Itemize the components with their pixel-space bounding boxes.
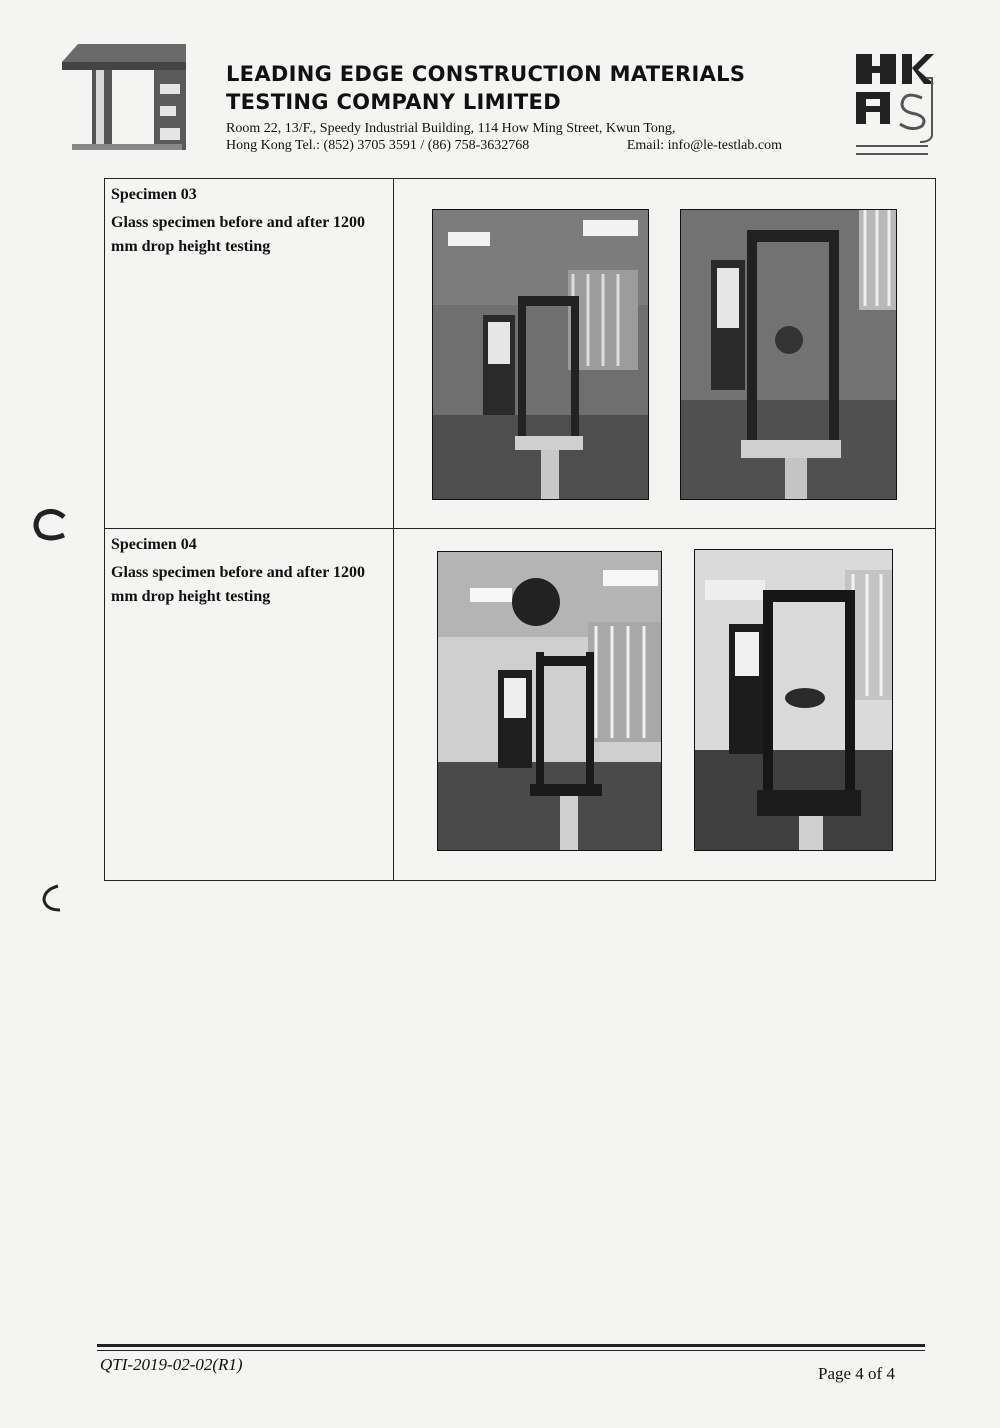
specimen-photo-cell xyxy=(394,529,936,881)
company-address xyxy=(226,120,826,154)
footer-rule-thin xyxy=(97,1350,925,1351)
specimen-row xyxy=(105,179,936,529)
photo-before-test xyxy=(432,209,649,500)
company-header xyxy=(226,60,826,154)
specimen-title: Specimen 04 xyxy=(111,536,197,553)
page-number: Page 4 of 4 xyxy=(818,1364,895,1383)
punch-hole-mark xyxy=(30,505,70,545)
specimen-row xyxy=(105,529,936,881)
photo-after-test xyxy=(680,209,897,500)
specimen-description: Glass specimen before and after 1200 mm drop height testing xyxy=(111,564,366,605)
company-name-line1: LEADING EDGE CONSTRUCTION MATERIALS xyxy=(226,62,746,86)
hkas-logo xyxy=(854,52,934,164)
company-name-line2: TESTING COMPANY LIMITED xyxy=(226,90,561,114)
leading-edge-logo xyxy=(58,40,190,152)
email-text: Email: info@le-testlab.com xyxy=(626,138,782,153)
footer-rule-thick xyxy=(97,1344,925,1347)
specimen-photo-cell xyxy=(394,179,936,529)
specimen-description: Glass specimen before and after 1200 mm drop height testing xyxy=(111,214,366,255)
address-line2 xyxy=(226,137,782,154)
document-code: QTI-2019-02-02(R1) xyxy=(100,1355,243,1374)
phone-text: Hong Kong Tel.: (852) 3705 3591 / (86) 758-3632768 xyxy=(226,138,530,153)
punch-hole-mark xyxy=(36,880,76,920)
photo-after-test xyxy=(694,549,893,851)
address-line1: Room 22, 13/F., Speedy Industrial Building, 114 How Ming Street, Kwun Tong, xyxy=(226,121,676,136)
photo-before-test xyxy=(437,551,662,851)
specimen-description-cell xyxy=(105,529,394,881)
specimen-description-cell xyxy=(105,179,394,529)
specimen-table xyxy=(104,178,936,881)
specimen-title: Specimen 03 xyxy=(111,186,197,203)
